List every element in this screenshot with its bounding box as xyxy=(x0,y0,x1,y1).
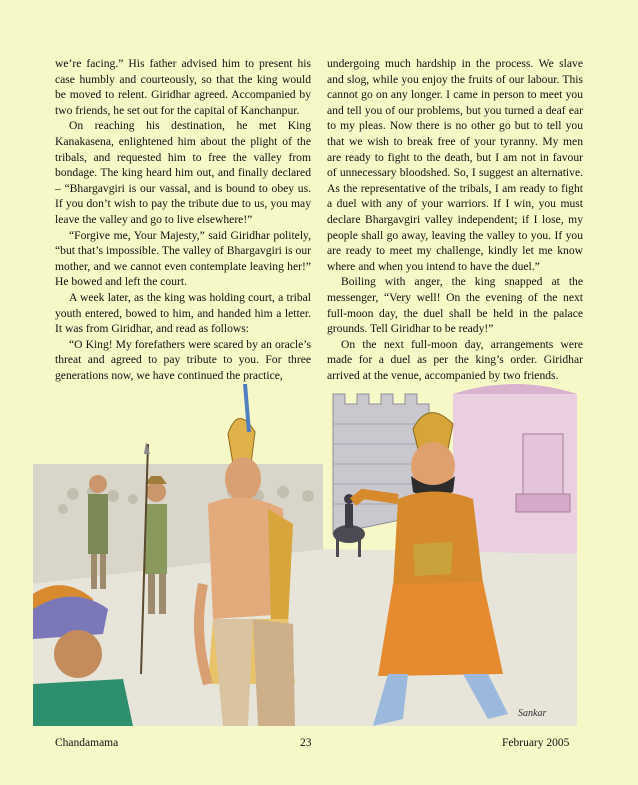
footer-page-number: 23 xyxy=(300,737,312,749)
paragraph: undergoing much hardship in the process. We slave and slog, while you enjoy the fruits of our labour. This cannot go on any longer. I came in person to meet you and tell you of our problems, but you turned a deaf ear to my pleas. Now there is no other go but to tell you that we wish to break free of your tyranny. My men are ready to fight to the death, but I am not in favour of unnecessary bloodshed. So, I suggest an alternative. As the representative of the tribals, I am ready to fight a duel with any of your warriors. If I win, you must declare Bhargavgiri valley independent; if I lose, my people shall go away, leaving the valley to you. If you are ready to meet my challenge, kindly let me know where and when you intend to have the duel.” xyxy=(327,57,583,273)
footer-magazine: Chandamama xyxy=(55,737,119,749)
right-text-column xyxy=(327,56,583,383)
paragraph: we’re facing.” His father advised him to present his case humbly and courteously, so that the king would be moved to relent. Giridhar agreed. Accompanied by two friends, he set out for the capital of Kanchanpur. xyxy=(55,57,311,117)
paragraph: “O King! My forefathers were scared by an oracle’s threat and agreed to pay tribute to you. For three generations now, we have continued the practice, xyxy=(55,337,311,382)
artist-signature: Sankar xyxy=(518,708,547,719)
paragraph: “Forgive me, Your Majesty,” said Giridhar politely, “but that’s impossible. The valley of Bhargavgiri is our mother, and we cannot even contemplate leaving her!” He bowed and left the court. xyxy=(55,228,311,289)
paragraph: On the next full-moon day, arrangements were made for a duel as per the king’s order. Giridhar arrived at the venue, accompanied by two friends. xyxy=(327,337,583,382)
story-illustration xyxy=(33,384,577,726)
paragraph: Boiling with anger, the king snapped at the messenger, “Very well! On the evening of the next full-moon day, the duel shall be held in the palace grounds. Tell Giridhar to be ready!” xyxy=(327,275,583,336)
paragraph: A week later, as the king was holding court, a tribal youth entered, bowed to him, and handed him a letter. It was from Giridhar, and read as follows: xyxy=(55,290,311,336)
footer-issue: February 2005 xyxy=(502,737,570,749)
paragraph: On reaching his destination, he met King Kanakasena, enlightened him about the plight of the tribals, and requested him to free the valley from bondage. The king heard him out, and finally declared – “Bhargavgiri is our vassal, and is bound to obey us. If you don’t wish to pay the tribute due to us, you may leave the valley and go to live elsewhere!” xyxy=(55,119,311,226)
left-text-column xyxy=(55,56,311,383)
